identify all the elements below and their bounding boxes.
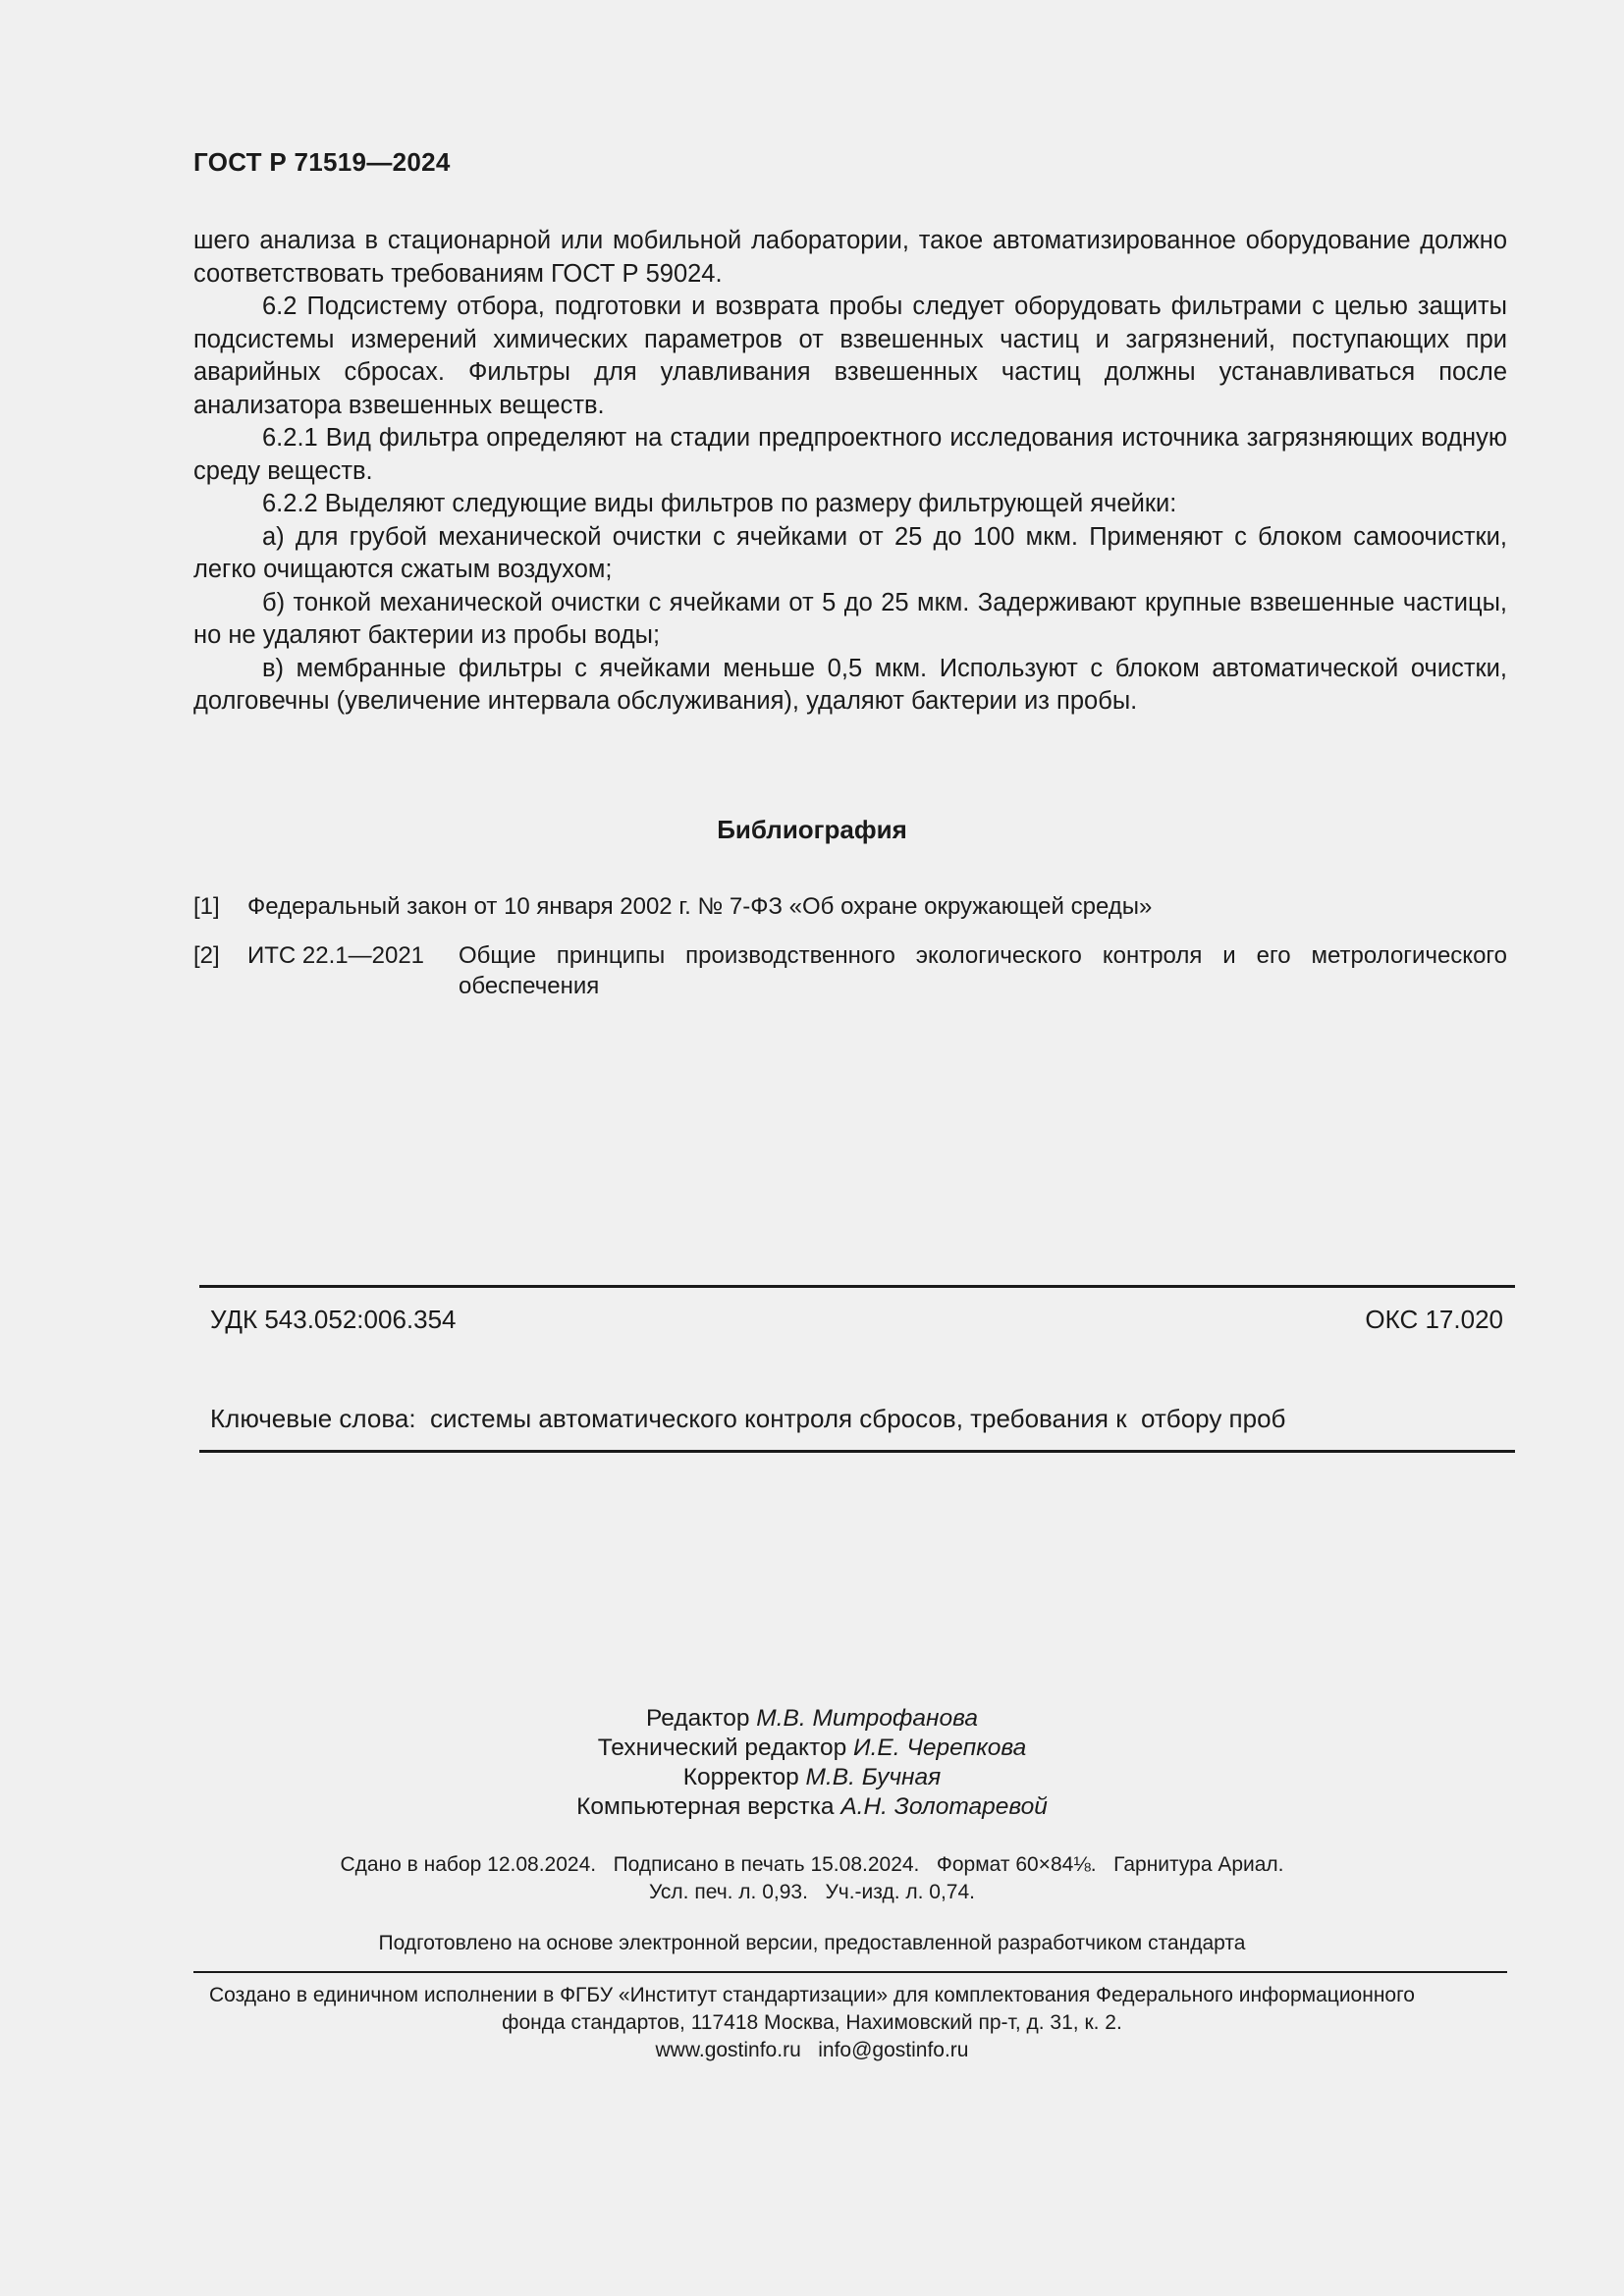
paragraph: а) для грубой механической очистки с ячейками от 25 до 100 мкм. Применяют с блоком самоочистки, легко очищаются сжатым воздухом; — [193, 522, 1507, 583]
body-text — [193, 225, 1507, 719]
udk-code: УДК 543.052:006.354 — [210, 1305, 457, 1334]
bibliography-item — [193, 940, 1507, 1003]
paragraph: в) мембранные фильтры с ячейками меньше 0,5 мкм. Используют с блоком автоматической очистки, долговечны (увеличение интервала обслуживания), удаляют бактерии из пробы. — [193, 654, 1507, 715]
oks-code: ОКС 17.020 — [1365, 1305, 1503, 1334]
paragraph: б) тонкой механической очистки с ячейками от 5 до 25 мкм. Задерживают крупные взвешенные частицы, но не удаляют бактерии из пробы воды; — [193, 588, 1507, 649]
imprint-sheets: Усл. печ. л. 0,93. Уч.-изд. л. 0,74. — [648, 1881, 975, 1903]
bibliography-number: [2] — [193, 942, 220, 969]
divider — [193, 1971, 1507, 1973]
imprint-prepared: Подготовлено на основе электронной версии, предоставленной разработчиком стандарта — [378, 1932, 1246, 1954]
divider — [199, 1285, 1515, 1288]
credits — [0, 1704, 1624, 1822]
credit-tech-editor: Технический редактор И.Е. Черепкова — [597, 1735, 1027, 1761]
credit-layout: Компьютерная верстка А.Н. Золотаревой — [576, 1793, 1048, 1820]
paragraph: 6.2.1 Вид фильтра определяют на стадии предпроектного исследования источника загрязняющих водную среду веществ. — [193, 424, 1507, 485]
credit-editor: Редактор М.В. Митрофанова — [646, 1705, 978, 1732]
imprint-contacts: www.gostinfo.ru info@gostinfo.ru — [655, 2039, 969, 2061]
paragraph: 6.2.2 Выделяют следующие виды фильтров по размеру фильтрующей ячейки: — [262, 490, 1177, 517]
bibliography-text: Общие принципы производственного экологического контроля и его метрологического обеспечения — [459, 942, 1507, 999]
bibliography-title: Библиография — [717, 815, 907, 844]
bibliography-text: Федеральный закон от 10 января 2002 г. № 7-ФЗ «Об охране окружающей среды» — [247, 893, 1153, 920]
bibliography-code: ИТС 22.1—2021 — [247, 942, 425, 969]
bibliography-number: [1] — [193, 893, 220, 920]
imprint-print-data: Сдано в набор 12.08.2024. Подписано в печать 15.08.2024. Формат 60×84⅛. Гарнитура Ариал. — [340, 1853, 1284, 1876]
paragraph: 6.2 Подсистему отбора, подготовки и возврата пробы следует оборудовать фильтрами с целью защиты подсистемы измерений химических параметров от взвешенных частиц и загрязнений, поступающих при аварийных сбросах. Фильтры для улавливания взвешенных частиц должны устанавливаться после анализатора взвешенных веществ. — [193, 293, 1507, 419]
imprint-address: фонда стандартов, 117418 Москва, Нахимовский пр-т, д. 31, к. 2. — [502, 2011, 1122, 2034]
divider — [199, 1450, 1515, 1453]
paragraph: шего анализа в стационарной или мобильной лаборатории, такое автоматизированное оборудование должно соответствовать требованиям ГОСТ Р 59024. — [193, 227, 1507, 288]
credit-proofreader: Корректор М.В. Бучная — [682, 1764, 942, 1790]
imprint-created: Создано в единичном исполнении в ФГБУ «Институт стандартизации» для комплектования Федерального информационного — [209, 1984, 1415, 2006]
document-code: ГОСТ Р 71519—2024 — [193, 147, 451, 177]
keywords: Ключевые слова: системы автоматического контроля сбросов, требования к отбору проб — [210, 1404, 1286, 1433]
